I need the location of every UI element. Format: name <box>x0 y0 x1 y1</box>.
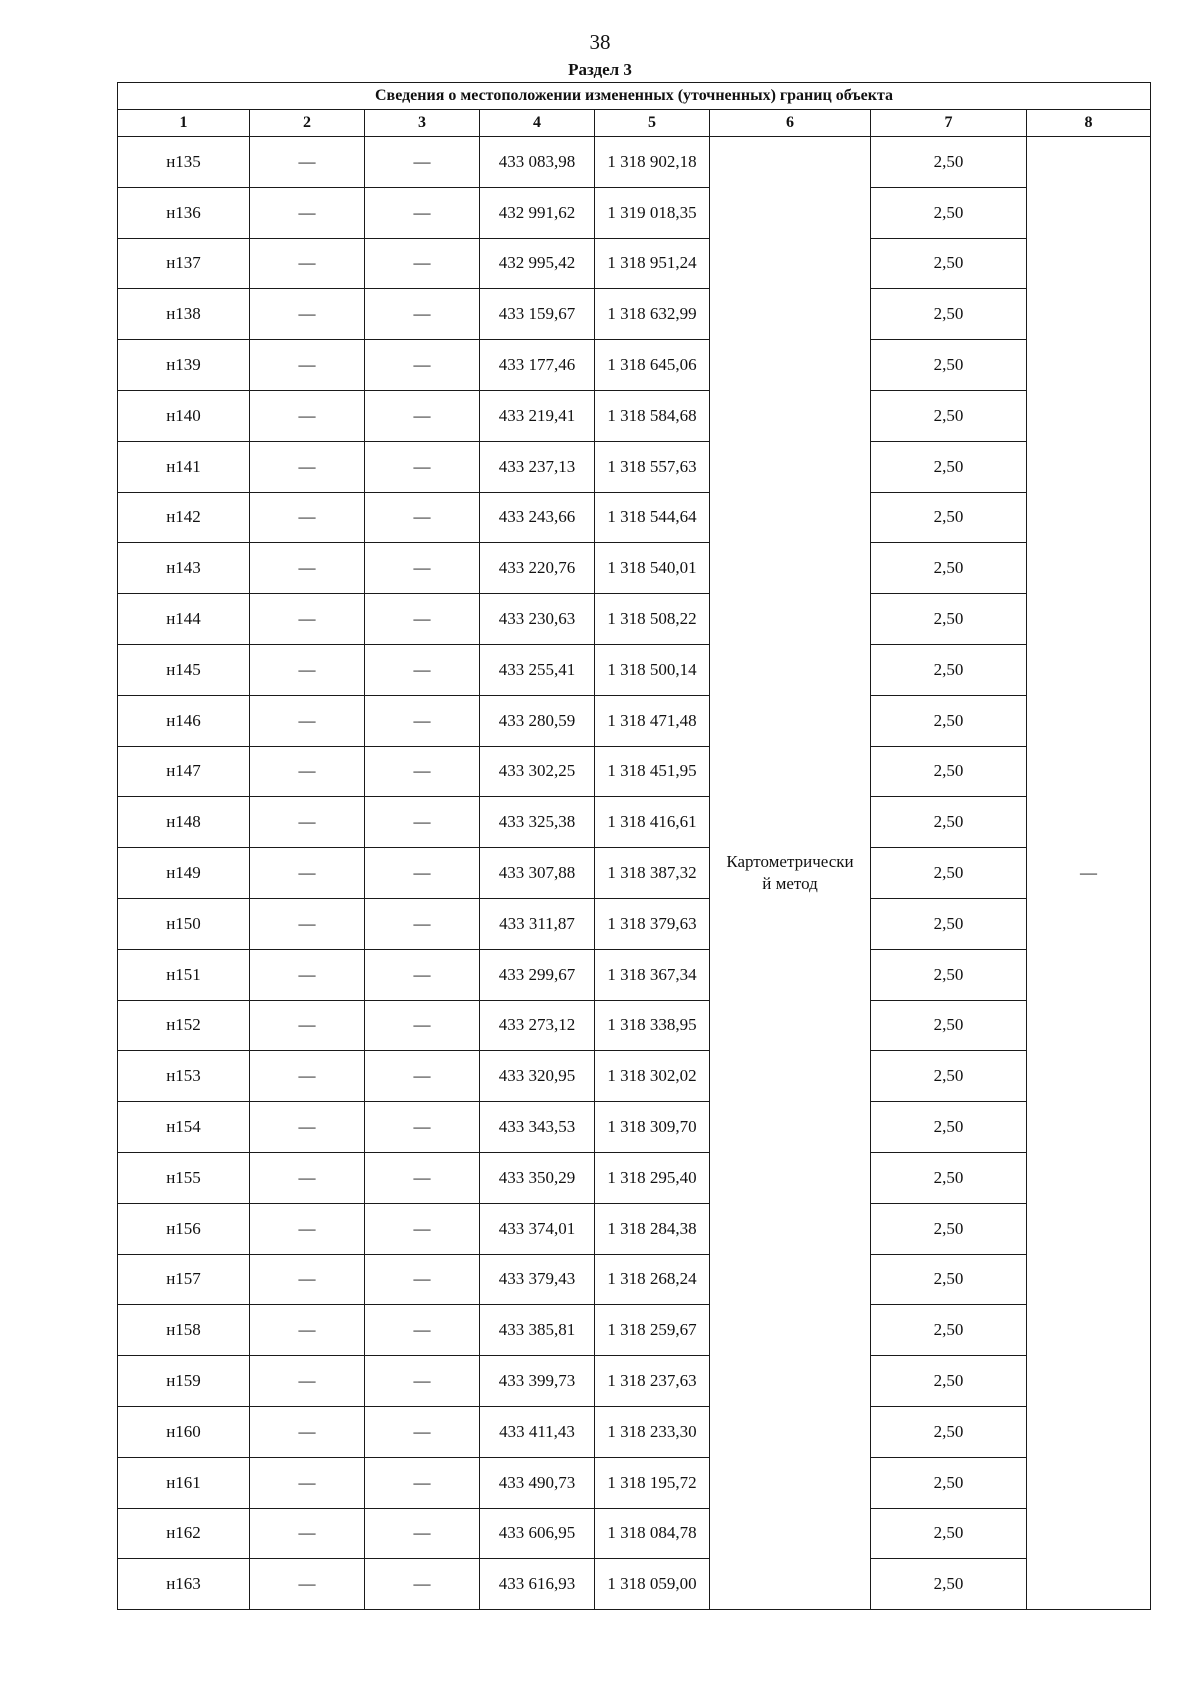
accuracy-cell: 2,50 <box>871 1000 1027 1051</box>
column-3-cell: — <box>365 492 480 543</box>
column-2-cell: — <box>250 441 365 492</box>
column-2-cell: — <box>250 949 365 1000</box>
point-cell: н136 <box>118 187 250 238</box>
column-3-cell: — <box>365 543 480 594</box>
y-coordinate-cell: 1 318 195,72 <box>595 1457 710 1508</box>
y-coordinate-cell: 1 318 237,63 <box>595 1356 710 1407</box>
accuracy-cell: 2,50 <box>871 1406 1027 1457</box>
point-cell: н161 <box>118 1457 250 1508</box>
accuracy-cell: 2,50 <box>871 949 1027 1000</box>
accuracy-cell: 2,50 <box>871 1152 1027 1203</box>
column-3-cell: — <box>365 238 480 289</box>
column-header-2: 2 <box>250 110 365 137</box>
x-coordinate-cell: 433 302,25 <box>480 746 595 797</box>
y-coordinate-cell: 1 318 632,99 <box>595 289 710 340</box>
accuracy-cell: 2,50 <box>871 1102 1027 1153</box>
column-2-cell: — <box>250 187 365 238</box>
column-2-cell: — <box>250 1051 365 1102</box>
y-coordinate-cell: 1 318 233,30 <box>595 1406 710 1457</box>
column-2-cell: — <box>250 340 365 391</box>
column-3-cell: — <box>365 137 480 188</box>
accuracy-cell: 2,50 <box>871 492 1027 543</box>
column-3-cell: — <box>365 1457 480 1508</box>
column-3-cell: — <box>365 848 480 899</box>
column-header-5: 5 <box>595 110 710 137</box>
table-row <box>118 1356 1151 1407</box>
column-2-cell: — <box>250 644 365 695</box>
x-coordinate-cell: 433 343,53 <box>480 1102 595 1153</box>
x-coordinate-cell: 433 159,67 <box>480 289 595 340</box>
column-3-cell: — <box>365 898 480 949</box>
column-2-cell: — <box>250 238 365 289</box>
column-3-cell: — <box>365 1356 480 1407</box>
table-row <box>118 340 1151 391</box>
accuracy-cell: 2,50 <box>871 340 1027 391</box>
column-3-cell: — <box>365 1305 480 1356</box>
y-coordinate-cell: 1 318 367,34 <box>595 949 710 1000</box>
y-coordinate-cell: 1 318 295,40 <box>595 1152 710 1203</box>
y-coordinate-cell: 1 318 059,00 <box>595 1559 710 1610</box>
method-label-line1: Картометрически <box>726 852 854 872</box>
table-row <box>118 1457 1151 1508</box>
column-3-cell: — <box>365 594 480 645</box>
y-coordinate-cell: 1 319 018,35 <box>595 187 710 238</box>
table-row <box>118 1051 1151 1102</box>
point-cell: н139 <box>118 340 250 391</box>
column-2-cell: — <box>250 1203 365 1254</box>
x-coordinate-cell: 433 325,38 <box>480 797 595 848</box>
point-cell: н135 <box>118 137 250 188</box>
table-row <box>118 543 1151 594</box>
accuracy-cell: 2,50 <box>871 797 1027 848</box>
point-cell: н141 <box>118 441 250 492</box>
x-coordinate-cell: 433 385,81 <box>480 1305 595 1356</box>
point-cell: н137 <box>118 238 250 289</box>
table-row <box>118 289 1151 340</box>
table-row <box>118 238 1151 289</box>
table-row <box>118 441 1151 492</box>
table-row <box>118 898 1151 949</box>
y-coordinate-cell: 1 318 338,95 <box>595 1000 710 1051</box>
accuracy-cell: 2,50 <box>871 1051 1027 1102</box>
column-3-cell: — <box>365 1152 480 1203</box>
method-cell <box>710 137 871 1610</box>
x-coordinate-cell: 433 273,12 <box>480 1000 595 1051</box>
point-cell: н158 <box>118 1305 250 1356</box>
accuracy-cell: 2,50 <box>871 137 1027 188</box>
x-coordinate-cell: 433 299,67 <box>480 949 595 1000</box>
accuracy-cell: 2,50 <box>871 848 1027 899</box>
accuracy-cell: 2,50 <box>871 594 1027 645</box>
column-header-6: 6 <box>710 110 871 137</box>
column-2-cell: — <box>250 594 365 645</box>
column-2-cell: — <box>250 1152 365 1203</box>
column-header-3: 3 <box>365 110 480 137</box>
point-cell: н154 <box>118 1102 250 1153</box>
x-coordinate-cell: 433 280,59 <box>480 695 595 746</box>
x-coordinate-cell: 433 379,43 <box>480 1254 595 1305</box>
table-row <box>118 695 1151 746</box>
x-coordinate-cell: 433 411,43 <box>480 1406 595 1457</box>
column-header-4: 4 <box>480 110 595 137</box>
accuracy-cell: 2,50 <box>871 238 1027 289</box>
accuracy-cell: 2,50 <box>871 644 1027 695</box>
y-coordinate-cell: 1 318 540,01 <box>595 543 710 594</box>
accuracy-cell: 2,50 <box>871 1559 1027 1610</box>
column-2-cell: — <box>250 1457 365 1508</box>
column-3-cell: — <box>365 1000 480 1051</box>
y-coordinate-cell: 1 318 259,67 <box>595 1305 710 1356</box>
column-3-cell: — <box>365 1508 480 1559</box>
y-coordinate-cell: 1 318 500,14 <box>595 644 710 695</box>
column-8-cell: — <box>1027 137 1151 1610</box>
column-2-cell: — <box>250 1356 365 1407</box>
column-2-cell: — <box>250 289 365 340</box>
column-3-cell: — <box>365 1051 480 1102</box>
column-3-cell: — <box>365 1102 480 1153</box>
column-2-cell: — <box>250 695 365 746</box>
column-2-cell: — <box>250 1508 365 1559</box>
point-cell: н156 <box>118 1203 250 1254</box>
column-3-cell: — <box>365 340 480 391</box>
point-cell: н140 <box>118 390 250 441</box>
table-row <box>118 594 1151 645</box>
column-2-cell: — <box>250 1102 365 1153</box>
x-coordinate-cell: 433 311,87 <box>480 898 595 949</box>
x-coordinate-cell: 433 243,66 <box>480 492 595 543</box>
point-cell: н144 <box>118 594 250 645</box>
column-2-cell: — <box>250 1000 365 1051</box>
x-coordinate-cell: 433 219,41 <box>480 390 595 441</box>
y-coordinate-cell: 1 318 557,63 <box>595 441 710 492</box>
point-cell: н147 <box>118 746 250 797</box>
accuracy-cell: 2,50 <box>871 1305 1027 1356</box>
table-row <box>118 187 1151 238</box>
accuracy-cell: 2,50 <box>871 1356 1027 1407</box>
table-row <box>118 390 1151 441</box>
point-cell: н163 <box>118 1559 250 1610</box>
table-row <box>118 1559 1151 1610</box>
point-cell: н145 <box>118 644 250 695</box>
column-2-cell: — <box>250 898 365 949</box>
accuracy-cell: 2,50 <box>871 543 1027 594</box>
column-header-7: 7 <box>871 110 1027 137</box>
section-title: Раздел 3 <box>568 60 632 79</box>
y-coordinate-cell: 1 318 584,68 <box>595 390 710 441</box>
accuracy-cell: 2,50 <box>871 695 1027 746</box>
table-row <box>118 644 1151 695</box>
y-coordinate-cell: 1 318 451,95 <box>595 746 710 797</box>
point-cell: н149 <box>118 848 250 899</box>
accuracy-cell: 2,50 <box>871 187 1027 238</box>
accuracy-cell: 2,50 <box>871 898 1027 949</box>
y-coordinate-cell: 1 318 471,48 <box>595 695 710 746</box>
table-row <box>118 1254 1151 1305</box>
column-header-1: 1 <box>118 110 250 137</box>
column-2-cell: — <box>250 390 365 441</box>
x-coordinate-cell: 433 490,73 <box>480 1457 595 1508</box>
x-coordinate-cell: 432 995,42 <box>480 238 595 289</box>
method-label-line2: й метод <box>762 874 818 894</box>
point-cell: н159 <box>118 1356 250 1407</box>
x-coordinate-cell: 433 083,98 <box>480 137 595 188</box>
column-3-cell: — <box>365 441 480 492</box>
column-2-cell: — <box>250 1254 365 1305</box>
point-cell: н151 <box>118 949 250 1000</box>
y-coordinate-cell: 1 318 544,64 <box>595 492 710 543</box>
point-cell: н152 <box>118 1000 250 1051</box>
x-coordinate-cell: 433 230,63 <box>480 594 595 645</box>
accuracy-cell: 2,50 <box>871 441 1027 492</box>
x-coordinate-cell: 433 616,93 <box>480 1559 595 1610</box>
point-cell: н146 <box>118 695 250 746</box>
x-coordinate-cell: 433 320,95 <box>480 1051 595 1102</box>
column-header-8: 8 <box>1027 110 1151 137</box>
point-cell: н157 <box>118 1254 250 1305</box>
table-row <box>118 1203 1151 1254</box>
accuracy-cell: 2,50 <box>871 1457 1027 1508</box>
accuracy-cell: 2,50 <box>871 746 1027 797</box>
column-3-cell: — <box>365 1203 480 1254</box>
column-3-cell: — <box>365 187 480 238</box>
y-coordinate-cell: 1 318 309,70 <box>595 1102 710 1153</box>
column-2-cell: — <box>250 1559 365 1610</box>
x-coordinate-cell: 433 350,29 <box>480 1152 595 1203</box>
column-2-cell: — <box>250 746 365 797</box>
boundary-table <box>117 82 1151 1610</box>
y-coordinate-cell: 1 318 508,22 <box>595 594 710 645</box>
column-3-cell: — <box>365 797 480 848</box>
page-number: 38 <box>589 30 611 54</box>
column-2-cell: — <box>250 797 365 848</box>
column-3-cell: — <box>365 746 480 797</box>
y-coordinate-cell: 1 318 645,06 <box>595 340 710 391</box>
y-coordinate-cell: 1 318 302,02 <box>595 1051 710 1102</box>
point-cell: н143 <box>118 543 250 594</box>
point-cell: н155 <box>118 1152 250 1203</box>
column-3-cell: — <box>365 1406 480 1457</box>
column-2-cell: — <box>250 543 365 594</box>
x-coordinate-cell: 433 307,88 <box>480 848 595 899</box>
x-coordinate-cell: 433 220,76 <box>480 543 595 594</box>
table-caption: Сведения о местоположении измененных (уточненных) границ объекта <box>118 83 1151 110</box>
table-row <box>118 949 1151 1000</box>
table-row <box>118 1406 1151 1457</box>
point-cell: н148 <box>118 797 250 848</box>
point-cell: н162 <box>118 1508 250 1559</box>
table-row <box>118 797 1151 848</box>
column-3-cell: — <box>365 695 480 746</box>
point-cell: н142 <box>118 492 250 543</box>
x-coordinate-cell: 433 255,41 <box>480 644 595 695</box>
column-2-cell: — <box>250 848 365 899</box>
table-body <box>118 137 1151 1610</box>
y-coordinate-cell: 1 318 416,61 <box>595 797 710 848</box>
y-coordinate-cell: 1 318 379,63 <box>595 898 710 949</box>
column-3-cell: — <box>365 289 480 340</box>
point-cell: н138 <box>118 289 250 340</box>
table-row <box>118 1102 1151 1153</box>
accuracy-cell: 2,50 <box>871 1508 1027 1559</box>
column-2-cell: — <box>250 1305 365 1356</box>
table-row <box>118 746 1151 797</box>
table-row <box>118 137 1151 188</box>
y-coordinate-cell: 1 318 284,38 <box>595 1203 710 1254</box>
x-coordinate-cell: 433 606,95 <box>480 1508 595 1559</box>
y-coordinate-cell: 1 318 951,24 <box>595 238 710 289</box>
table-row <box>118 848 1151 899</box>
x-coordinate-cell: 433 374,01 <box>480 1203 595 1254</box>
y-coordinate-cell: 1 318 268,24 <box>595 1254 710 1305</box>
column-2-cell: — <box>250 1406 365 1457</box>
column-3-cell: — <box>365 1254 480 1305</box>
column-3-cell: — <box>365 390 480 441</box>
column-3-cell: — <box>365 949 480 1000</box>
accuracy-cell: 2,50 <box>871 390 1027 441</box>
point-cell: н160 <box>118 1406 250 1457</box>
table-row <box>118 492 1151 543</box>
point-cell: н150 <box>118 898 250 949</box>
x-coordinate-cell: 433 177,46 <box>480 340 595 391</box>
accuracy-cell: 2,50 <box>871 1203 1027 1254</box>
y-coordinate-cell: 1 318 084,78 <box>595 1508 710 1559</box>
table-row <box>118 1152 1151 1203</box>
y-coordinate-cell: 1 318 387,32 <box>595 848 710 899</box>
x-coordinate-cell: 433 399,73 <box>480 1356 595 1407</box>
accuracy-cell: 2,50 <box>871 289 1027 340</box>
column-3-cell: — <box>365 1559 480 1610</box>
column-3-cell: — <box>365 644 480 695</box>
table-row <box>118 1000 1151 1051</box>
x-coordinate-cell: 432 991,62 <box>480 187 595 238</box>
table-row <box>118 1305 1151 1356</box>
y-coordinate-cell: 1 318 902,18 <box>595 137 710 188</box>
column-2-cell: — <box>250 492 365 543</box>
column-2-cell: — <box>250 137 365 188</box>
x-coordinate-cell: 433 237,13 <box>480 441 595 492</box>
table-row <box>118 1508 1151 1559</box>
accuracy-cell: 2,50 <box>871 1254 1027 1305</box>
point-cell: н153 <box>118 1051 250 1102</box>
